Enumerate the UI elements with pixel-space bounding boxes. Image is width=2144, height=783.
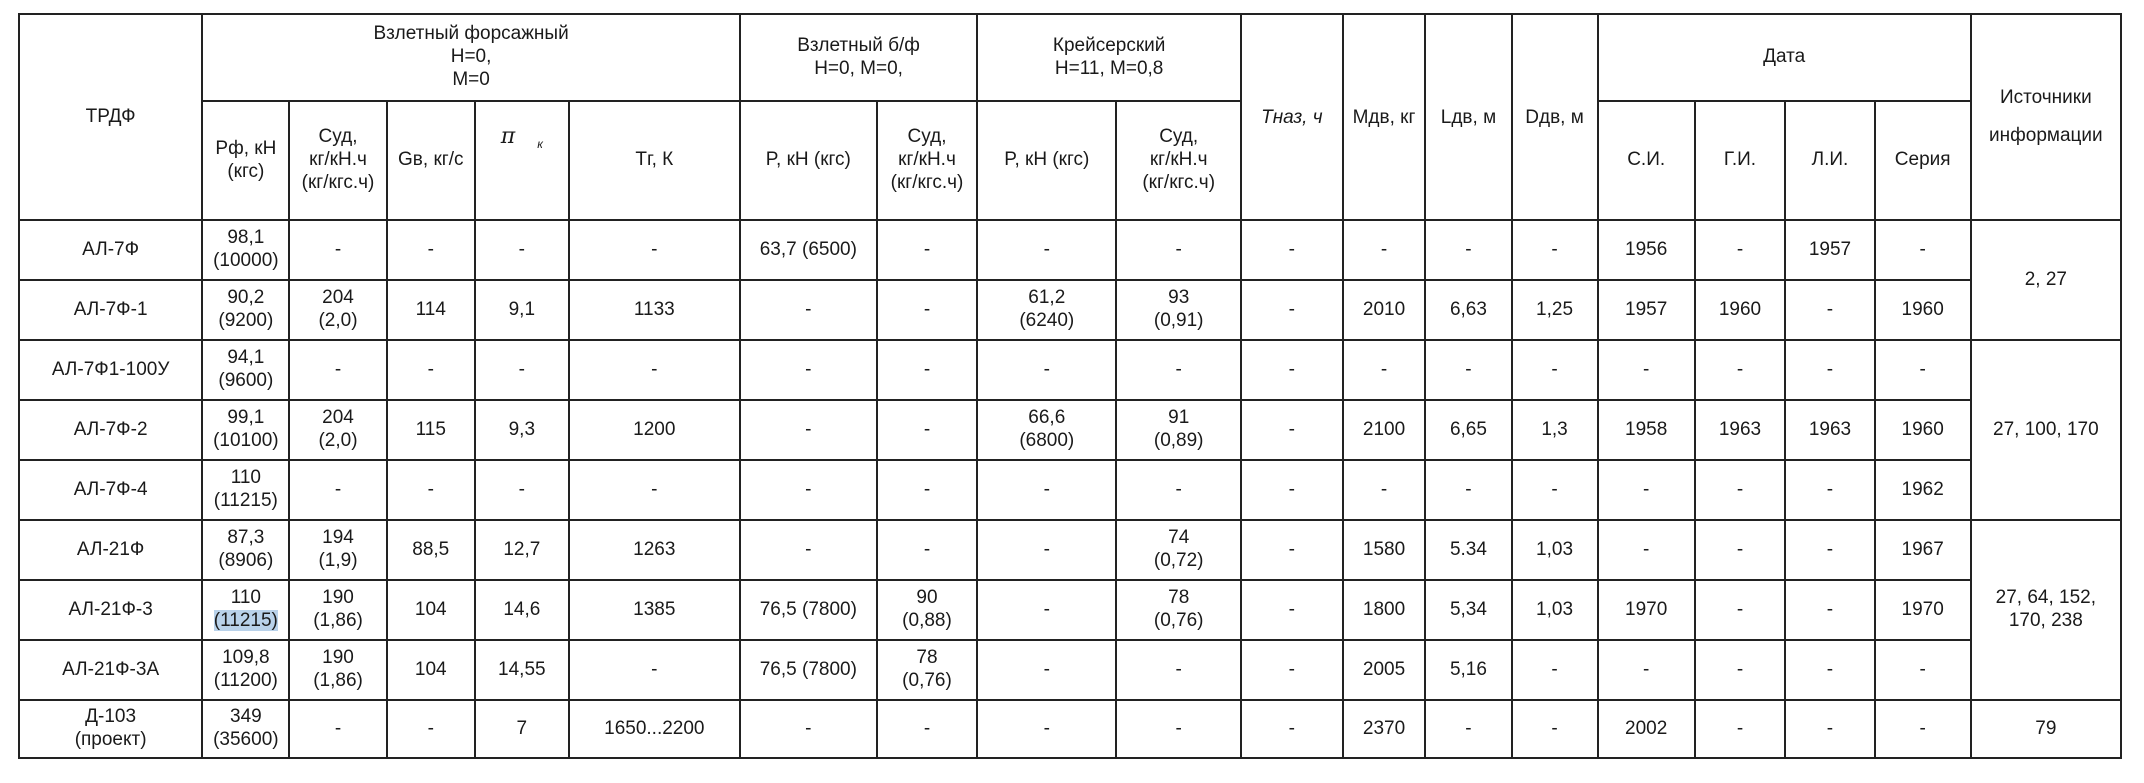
cell-p-bf: - [740,520,877,580]
cell-d-dv: 1,3 [1512,400,1598,460]
cell-tg: - [569,640,740,700]
table-row [19,280,2121,340]
cell-l-dv: 5,34 [1425,580,1511,640]
cell-tg: - [569,460,740,520]
cell-sud-forsazh: 190 (1,86) [289,580,386,640]
engine-name: АЛ-7Ф [19,220,202,280]
cell-l-dv: 6,65 [1425,400,1511,460]
cell-si: - [1598,340,1695,400]
cell-t-naz: - [1241,340,1343,400]
cell-d-dv: 1,25 [1512,280,1598,340]
cell-l-dv: - [1425,220,1511,280]
header-gv: Gв, кг/с [387,101,475,220]
header-sud-forsazh: Суд, кг/кН.ч (кг/кгс.ч) [289,101,386,220]
cell-seria: 1967 [1875,520,1971,580]
cell-gi: - [1695,700,1786,758]
cell-seria: - [1875,640,1971,700]
header-si: С.И. [1598,101,1695,220]
engine-name: АЛ-7Ф-2 [19,400,202,460]
table-row [19,520,2121,580]
cell-sud-bf: - [877,340,977,400]
cell-gi: 1960 [1695,280,1786,340]
cell-sud-bf: - [877,220,977,280]
cell-seria: 1960 [1875,400,1971,460]
header-group-cruise: Крейсерский H=11, M=0,8 [977,14,1241,101]
cell-sud-bf: - [877,400,977,460]
cell-seria: 1960 [1875,280,1971,340]
cell-gi: - [1695,340,1786,400]
table-row [19,400,2121,460]
cell-sud-forsazh: 204 (2,0) [289,400,386,460]
cell-si: - [1598,640,1695,700]
header-p-bf: P, кН (кгс) [740,101,877,220]
engine-name: АЛ-21Ф-3А [19,640,202,700]
cell-rf: 99,1 (10100) [202,400,289,460]
cell-p-cruise: - [977,220,1116,280]
cell-sud-cruise: - [1116,460,1241,520]
cell-si: - [1598,520,1695,580]
table-row [19,580,2121,640]
cell-tg: 1133 [569,280,740,340]
header-rf: Pф, кН (кгс) [202,101,289,220]
cell-gv: - [387,220,475,280]
header-sud-bf: Суд, кг/кН.ч (кг/кгс.ч) [877,101,977,220]
cell-sud-forsazh: - [289,220,386,280]
cell-gv: 104 [387,640,475,700]
cell-seria: - [1875,700,1971,758]
cell-tg: 1650...2200 [569,700,740,758]
cell-m-dv: - [1343,460,1426,520]
cell-pi: - [475,460,569,520]
header-p-cruise: P, кН (кгс) [977,101,1116,220]
cell-gi: - [1695,460,1786,520]
header-sources: Источники информации [1971,14,2121,220]
cell-gi: - [1695,580,1786,640]
cell-li: - [1785,700,1874,758]
cell-sud-bf: - [877,520,977,580]
cell-seria: 1970 [1875,580,1971,640]
cell-p-bf: - [740,700,877,758]
cell-gv: 114 [387,280,475,340]
header-li: Л.И. [1785,101,1874,220]
cell-sud-forsazh: 194 (1,9) [289,520,386,580]
cell-pi: 14,55 [475,640,569,700]
cell-l-dv: 5,16 [1425,640,1511,700]
cell-rf: 110 (11215) [202,580,289,640]
cell-sud-cruise: 78 (0,76) [1116,580,1241,640]
cell-sud-cruise: 74 (0,72) [1116,520,1241,580]
cell-p-cruise: - [977,520,1116,580]
cell-p-cruise: - [977,640,1116,700]
selected-text[interactable]: (11215) [213,610,278,631]
table-row [19,220,2121,280]
engine-data-table [18,13,2122,759]
cell-m-dv: 2370 [1343,700,1426,758]
cell-sud-cruise: 91 (0,89) [1116,400,1241,460]
cell-seria: - [1875,220,1971,280]
cell-m-dv: - [1343,220,1426,280]
header-t-naz: Tназ, ч [1241,14,1343,220]
cell-p-bf: 63,7 (6500) [740,220,877,280]
cell-sources: 27, 100, 170 [1971,340,2121,520]
cell-p-cruise: - [977,700,1116,758]
cell-rf: 98,1 (10000) [202,220,289,280]
cell-li: - [1785,520,1874,580]
cell-rf: 87,3 (8906) [202,520,289,580]
cell-gi: - [1695,640,1786,700]
cell-gv: 104 [387,580,475,640]
cell-si: 2002 [1598,700,1695,758]
cell-si: 1958 [1598,400,1695,460]
cell-gi: - [1695,220,1786,280]
cell-l-dv: 6,63 [1425,280,1511,340]
engine-name: АЛ-21Ф [19,520,202,580]
cell-d-dv: - [1512,220,1598,280]
cell-sud-bf: - [877,280,977,340]
header-d-dv: Dдв, м [1512,14,1598,220]
cell-d-dv: - [1512,340,1598,400]
cell-l-dv: - [1425,460,1511,520]
cell-sud-forsazh: 204 (2,0) [289,280,386,340]
cell-m-dv: 2005 [1343,640,1426,700]
cell-sud-forsazh: - [289,700,386,758]
header-seria: Серия [1875,101,1971,220]
cell-sud-bf: 78 (0,76) [877,640,977,700]
cell-si: 1957 [1598,280,1695,340]
cell-d-dv: 1,03 [1512,520,1598,580]
cell-sud-bf: - [877,700,977,758]
cell-sources: 27, 64, 152, 170, 238 [1971,520,2121,700]
table-row [19,640,2121,700]
cell-tg: 1385 [569,580,740,640]
cell-d-dv: - [1512,460,1598,520]
cell-p-cruise: - [977,340,1116,400]
table-row [19,700,2121,758]
cell-rf: 349 (35600) [202,700,289,758]
cell-t-naz: - [1241,640,1343,700]
cell-p-cruise: 61,2 (6240) [977,280,1116,340]
cell-tg: 1200 [569,400,740,460]
cell-tg: 1263 [569,520,740,580]
cell-si: 1970 [1598,580,1695,640]
engine-name: АЛ-7Ф-1 [19,280,202,340]
cell-m-dv: 1800 [1343,580,1426,640]
cell-pi: 14,6 [475,580,569,640]
cell-l-dv: - [1425,340,1511,400]
cell-p-bf: - [740,460,877,520]
cell-d-dv: 1,03 [1512,580,1598,640]
cell-p-bf: 76,5 (7800) [740,640,877,700]
cell-sud-forsazh: 190 (1,86) [289,640,386,700]
cell-li: - [1785,580,1874,640]
cell-t-naz: - [1241,520,1343,580]
cell-l-dv: - [1425,700,1511,758]
cell-d-dv: - [1512,700,1598,758]
cell-pi: - [475,220,569,280]
cell-seria: 1962 [1875,460,1971,520]
cell-si: - [1598,460,1695,520]
cell-m-dv: 2100 [1343,400,1426,460]
cell-rf: 109,8 (11200) [202,640,289,700]
cell-sources: 2, 27 [1971,220,2121,340]
engine-name: АЛ-7Ф1-100У [19,340,202,400]
header-pi-k: π $_к$ [475,101,569,220]
cell-li: 1957 [1785,220,1874,280]
cell-p-bf: - [740,340,877,400]
cell-l-dv: 5.34 [1425,520,1511,580]
cell-gv: - [387,460,475,520]
cell-sud-cruise: - [1116,340,1241,400]
cell-t-naz: - [1241,280,1343,340]
cell-li: 1963 [1785,400,1874,460]
cell-si: 1956 [1598,220,1695,280]
engine-name: Д-103 (проект) [19,700,202,758]
cell-pi: 12,7 [475,520,569,580]
header-group-bf: Взлетный б/ф H=0, M=0, [740,14,977,101]
cell-m-dv: 1580 [1343,520,1426,580]
cell-pi: - [475,340,569,400]
cell-d-dv: - [1512,640,1598,700]
cell-tg: - [569,340,740,400]
cell-p-bf: - [740,280,877,340]
cell-pi: 9,1 [475,280,569,340]
cell-sud-bf: - [877,460,977,520]
cell-t-naz: - [1241,700,1343,758]
engine-name: АЛ-7Ф-4 [19,460,202,520]
cell-t-naz: - [1241,400,1343,460]
cell-m-dv: 2010 [1343,280,1426,340]
cell-sud-cruise: - [1116,220,1241,280]
header-tg: Tг, К [569,101,740,220]
header-sud-cruise: Суд, кг/кН.ч (кг/кгс.ч) [1116,101,1241,220]
cell-sud-bf: 90 (0,88) [877,580,977,640]
table-row [19,460,2121,520]
cell-li: - [1785,280,1874,340]
cell-pi: 9,3 [475,400,569,460]
cell-p-cruise: - [977,460,1116,520]
header-gi: Г.И. [1695,101,1786,220]
cell-tg: - [569,220,740,280]
header-l-dv: Lдв, м [1425,14,1511,220]
cell-sud-forsazh: - [289,460,386,520]
header-group-date: Дата [1598,14,1971,101]
cell-t-naz: - [1241,460,1343,520]
cell-gi: - [1695,520,1786,580]
cell-pi: 7 [475,700,569,758]
cell-gi: 1963 [1695,400,1786,460]
cell-seria: - [1875,340,1971,400]
cell-p-bf: - [740,400,877,460]
cell-sud-cruise: 93 (0,91) [1116,280,1241,340]
cell-t-naz: - [1241,220,1343,280]
cell-gv: 115 [387,400,475,460]
cell-li: - [1785,340,1874,400]
cell-sud-cruise: - [1116,640,1241,700]
cell-sources: 79 [1971,700,2121,758]
cell-rf: 90,2 (9200) [202,280,289,340]
cell-gv: 88,5 [387,520,475,580]
header-m-dv: Mдв, кг [1343,14,1426,220]
cell-p-bf: 76,5 (7800) [740,580,877,640]
cell-li: - [1785,640,1874,700]
cell-rf: 110 (11215) [202,460,289,520]
cell-p-cruise: 66,6 (6800) [977,400,1116,460]
cell-p-cruise: - [977,580,1116,640]
header-trdf: ТРДФ [19,14,202,220]
cell-gv: - [387,340,475,400]
cell-sud-cruise: - [1116,700,1241,758]
header-group-forsazh: Взлетный форсажный H=0, M=0 [202,14,740,101]
cell-t-naz: - [1241,580,1343,640]
cell-sud-forsazh: - [289,340,386,400]
table-row [19,340,2121,400]
cell-li: - [1785,460,1874,520]
cell-rf: 94,1 (9600) [202,340,289,400]
cell-m-dv: - [1343,340,1426,400]
cell-gv: - [387,700,475,758]
engine-name: АЛ-21Ф-3 [19,580,202,640]
